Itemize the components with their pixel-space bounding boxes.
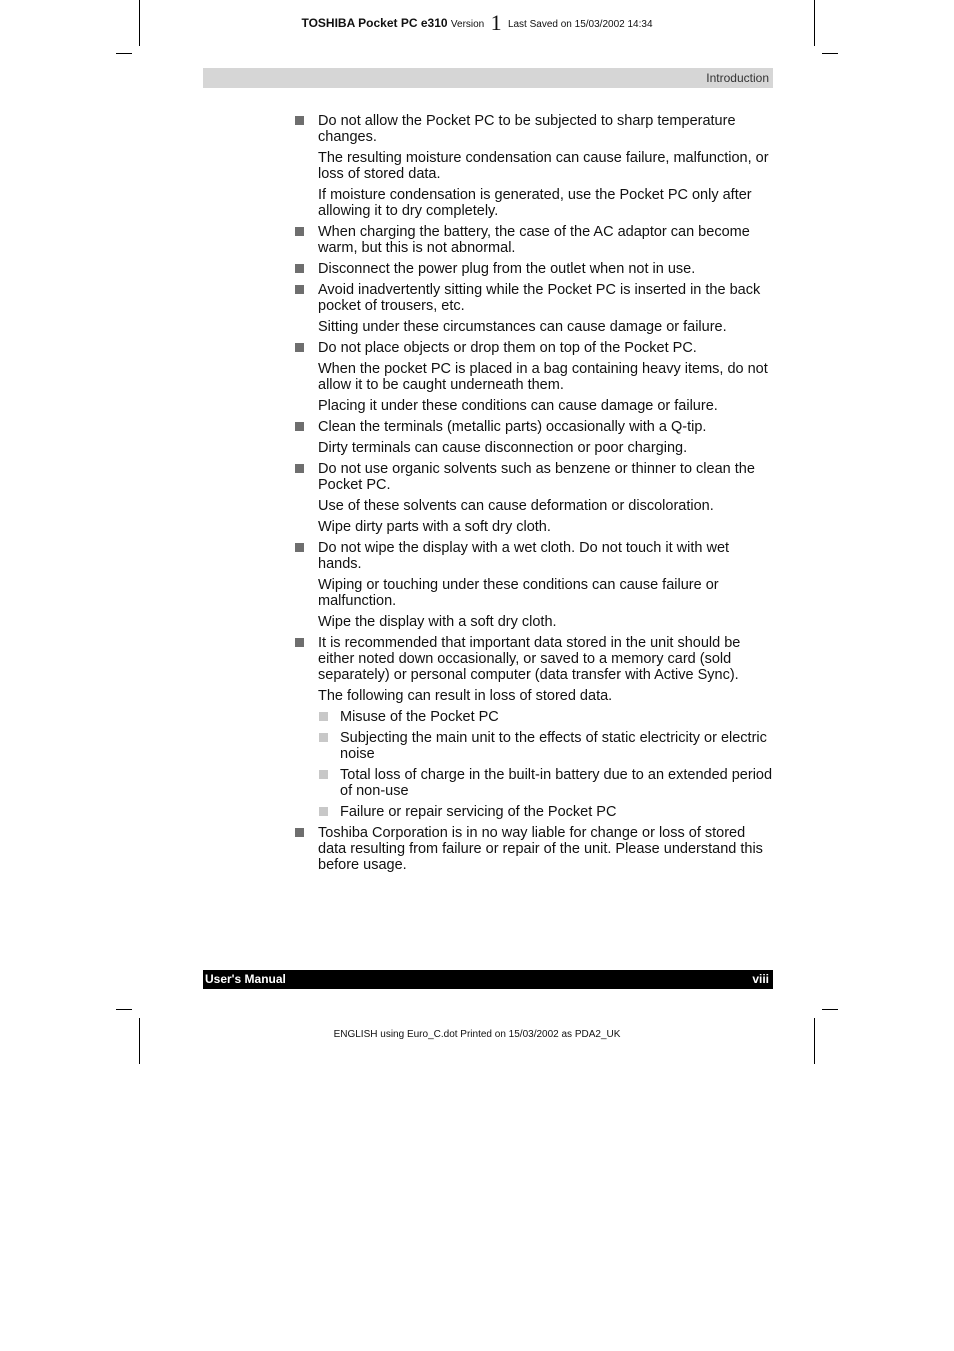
page-content [294,113,774,878]
list-item [294,261,774,277]
item-text: Wipe the display with a soft dry cloth. [318,614,557,630]
item-text: Failure or repair servicing of the Pocket PC [340,804,617,820]
paragraph [294,187,774,219]
paragraph [294,688,774,704]
version-number: 1 [490,10,502,35]
sub-list-item [294,804,774,820]
square-bullet-icon [319,807,328,816]
paragraph [294,361,774,393]
list-item [294,635,774,683]
square-bullet-icon [295,543,304,552]
list-item [294,224,774,256]
square-bullet-icon [295,227,304,236]
item-text: Do not allow the Pocket PC to be subjected to sharp temperature changes. [318,113,736,145]
list-item [294,825,774,873]
item-text: Do not wipe the display with a wet cloth. Do not touch it with wet hands. [318,540,730,572]
square-bullet-icon [295,343,304,352]
crop-mark [814,1018,815,1064]
square-bullet-icon [319,712,328,721]
item-text: The following can result in loss of stored data. [318,688,613,704]
item-text: Use of these solvents can cause deformation or discoloration. [318,498,714,514]
product-title: TOSHIBA Pocket PC e310 [301,16,448,30]
square-bullet-icon [295,285,304,294]
square-bullet-icon [295,828,304,837]
crop-mark [822,53,838,54]
crop-mark [116,1009,132,1010]
list-item [294,282,774,314]
list-item [294,461,774,493]
paragraph [294,577,774,609]
paragraph [294,150,774,182]
item-text: Subjecting the main unit to the effects of static electricity or electric noise [340,730,767,762]
item-text: Do not place objects or drop them on top of the Pocket PC. [318,340,697,356]
square-bullet-icon [295,264,304,273]
footer-band [203,970,773,989]
item-text: When the pocket PC is placed in a bag containing heavy items, do not allow it to be caught underneath them. [318,361,768,393]
paragraph [294,440,774,456]
sub-list-item [294,730,774,762]
item-text: Misuse of the Pocket PC [340,709,499,725]
section-header-band [203,68,773,88]
paragraph [294,498,774,514]
crop-mark [822,1009,838,1010]
list-item [294,113,774,145]
paragraph [294,319,774,335]
item-text: Wiping or touching under these conditions can cause failure or malfunction. [318,577,719,609]
square-bullet-icon [295,464,304,473]
list-item [294,340,774,356]
square-bullet-icon [295,638,304,647]
item-text: Do not use organic solvents such as benzene or thinner to clean the Pocket PC. [318,461,755,493]
square-bullet-icon [295,422,304,431]
sub-list-item [294,767,774,799]
square-bullet-icon [319,770,328,779]
item-text: Dirty terminals can cause disconnection or poor charging. [318,440,688,456]
print-info: ENGLISH using Euro_C.dot Printed on 15/03/2002 as PDA2_UK [333,1029,621,1040]
square-bullet-icon [295,116,304,125]
item-text: Wipe dirty parts with a soft dry cloth. [318,519,551,535]
paragraph [294,398,774,414]
item-text: Avoid inadvertently sitting while the Pocket PC is inserted in the back pocket of trousers, etc. [318,282,761,314]
paragraph [294,519,774,535]
section-title: Introduction [706,71,769,85]
list-item [294,540,774,572]
item-text: Toshiba Corporation is in no way liable for change or loss of stored data resulting from failure or repair of the unit. Please understand this before usage. [318,825,763,873]
crop-mark [116,53,132,54]
last-saved: Last Saved on 15/03/2002 14:34 [507,19,653,30]
item-text: Clean the terminals (metallic parts) occasionally with a Q-tip. [318,419,707,435]
page-number: viii [752,972,769,986]
item-text: The resulting moisture condensation can cause failure, malfunction, or loss of stored data. [318,150,769,182]
footer-manual-title: User's Manual [205,972,286,986]
item-text: When charging the battery, the case of the AC adaptor can become warm, but this is not abnormal. [318,224,750,256]
version-label: Version [450,19,485,30]
list-item [294,419,774,435]
document-header [0,10,954,36]
item-text: It is recommended that important data stored in the unit should be either noted down occasionally, or saved to a memory card (sold separately) or personal computer (data transfer with Active Sync). [318,635,741,683]
item-text: Placing it under these conditions can cause damage or failure. [318,398,718,414]
item-text: Disconnect the power plug from the outlet when not in use. [318,261,696,277]
paragraph [294,614,774,630]
item-text: If moisture condensation is generated, use the Pocket PC only after allowing it to dry completely. [318,187,752,219]
item-text: Sitting under these circumstances can cause damage or failure. [318,319,727,335]
item-text: Total loss of charge in the built-in battery due to an extended period of non-use [340,767,773,799]
sub-list-item [294,709,774,725]
crop-mark [139,1018,140,1064]
square-bullet-icon [319,733,328,742]
